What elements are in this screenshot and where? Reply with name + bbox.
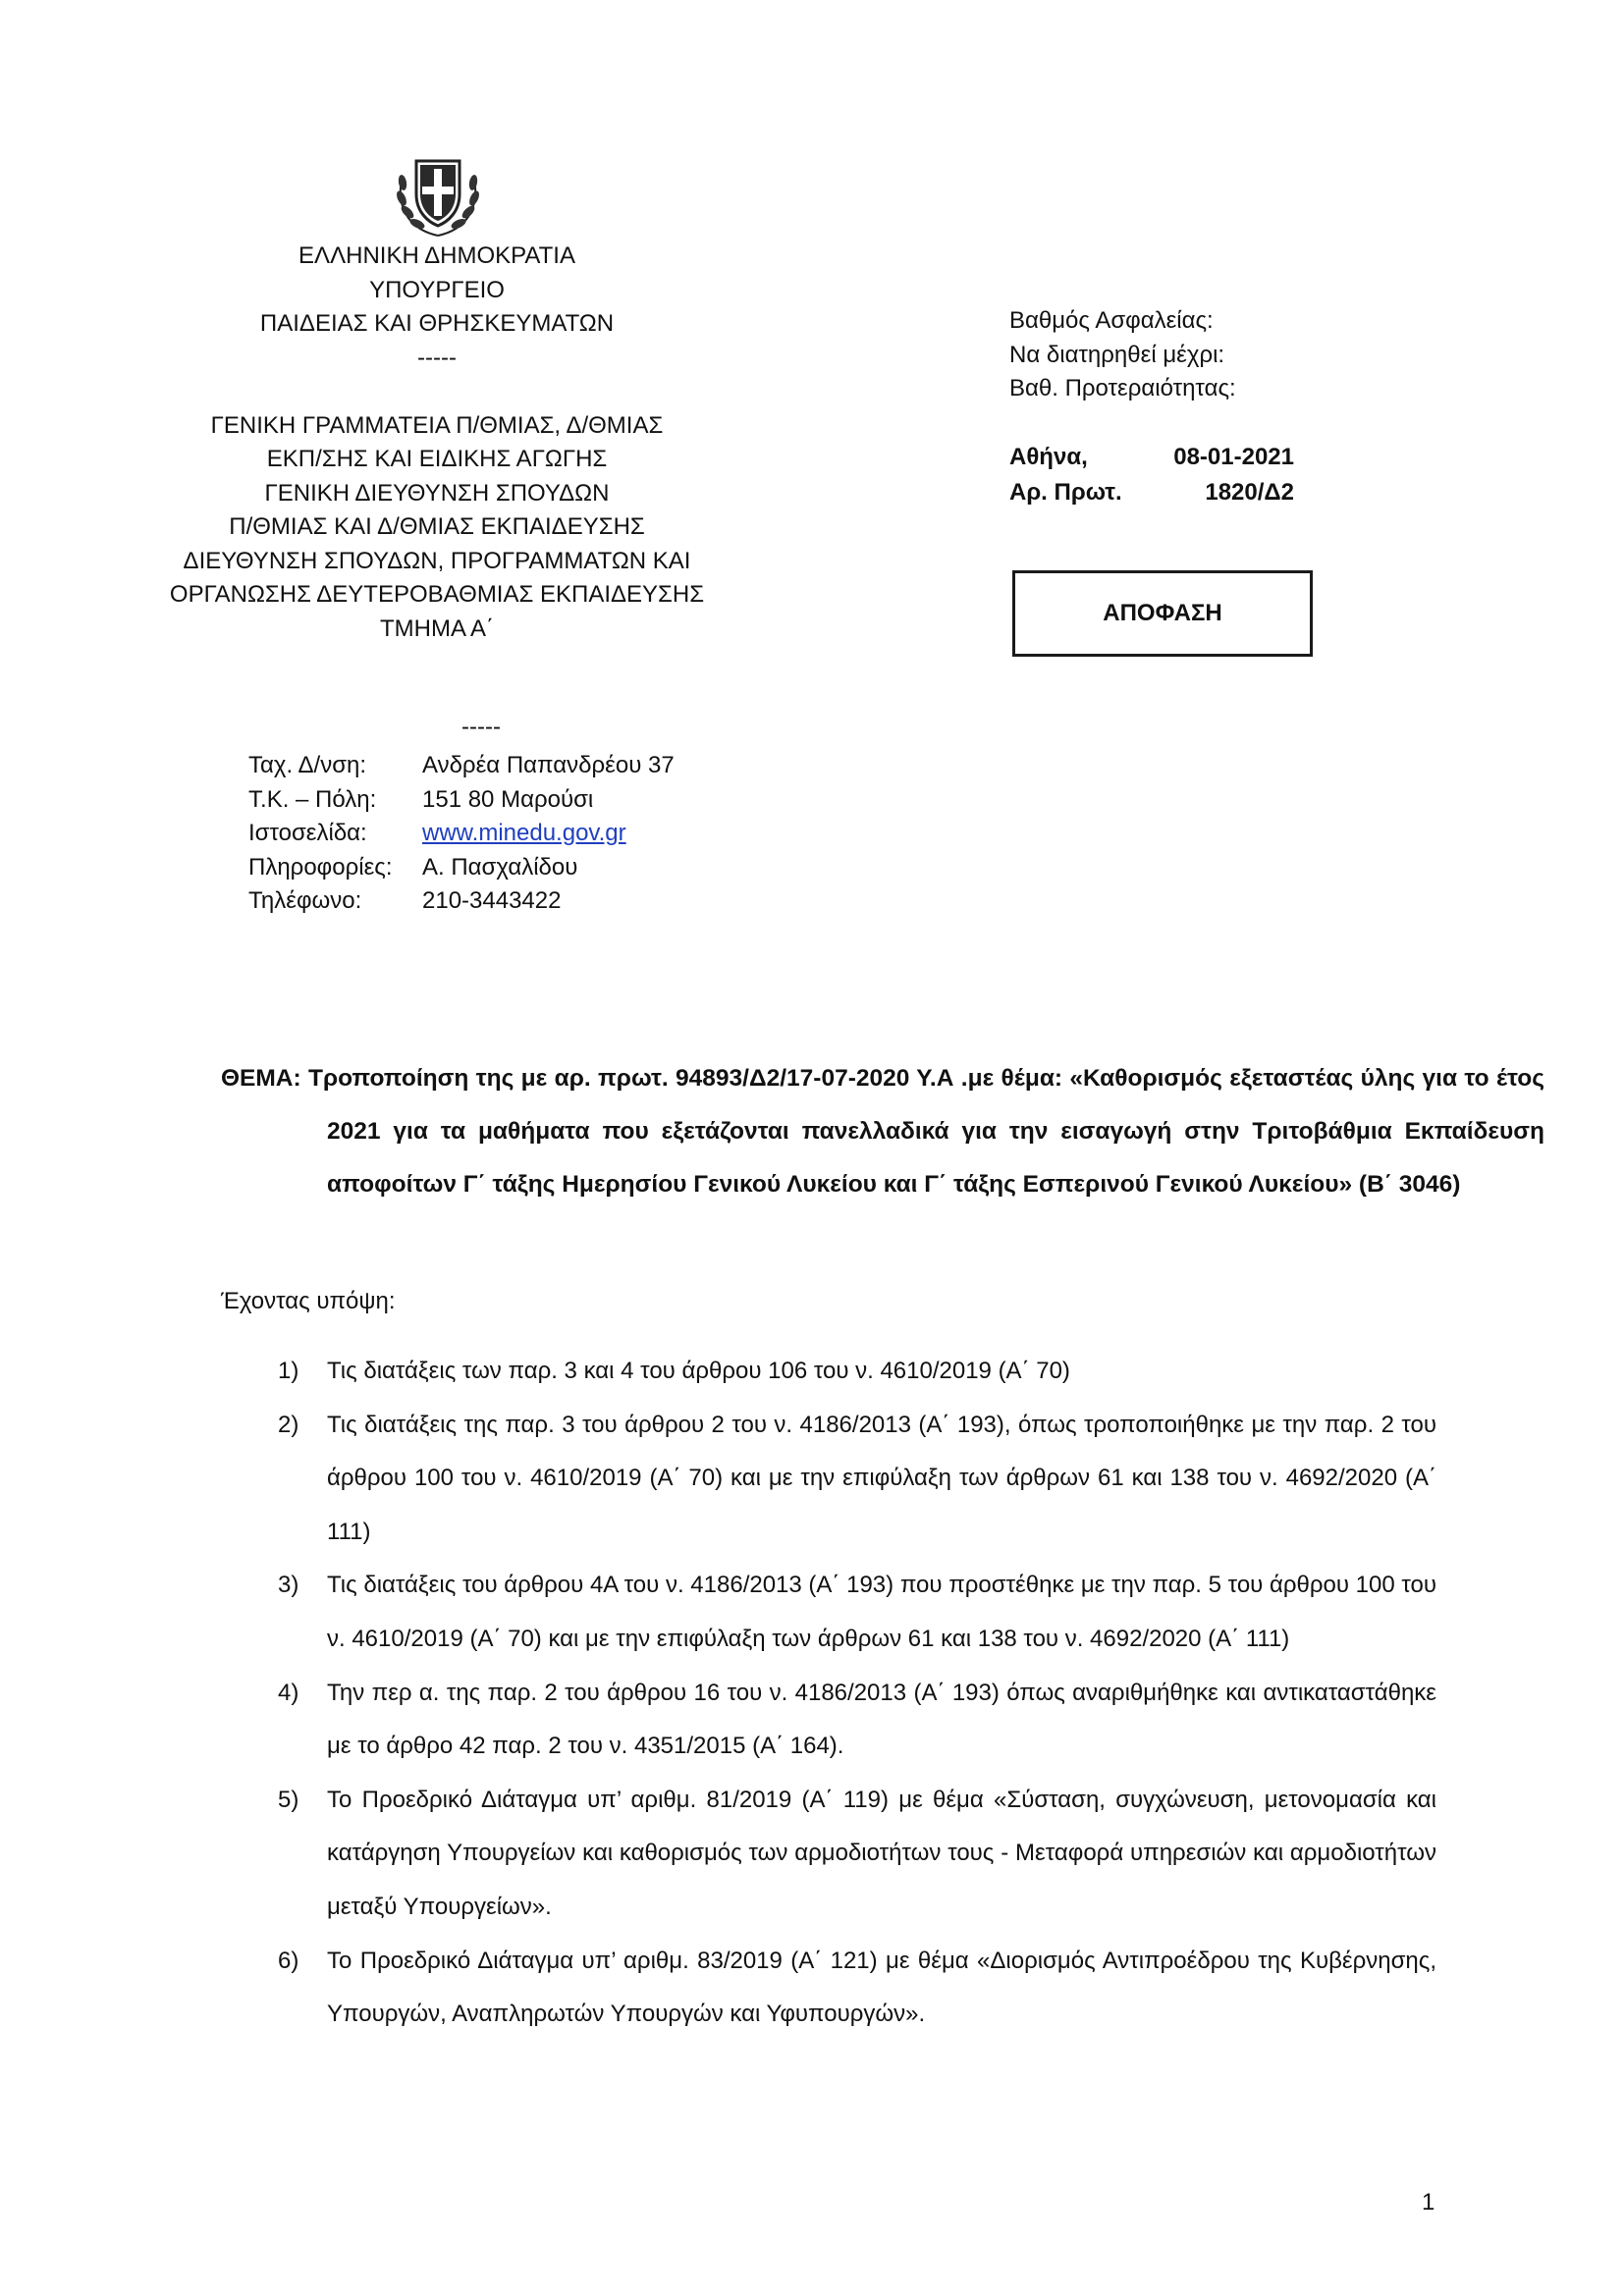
- considerations-list: [278, 1345, 1436, 2042]
- contact-value: 151 80 Μαρούσι: [422, 785, 594, 813]
- contact-row-website: [248, 817, 675, 851]
- list-item: [278, 1774, 1436, 1935]
- item-text: Το Προεδρικό Διάταγμα υπ’ αριθμ. 81/2019 (Α΄ 119) με θέμα «Σύσταση, συγχώνευση, μετονομασία και κατάργηση Υπουργείων και καθορισμός των αρμοδιοτήτων τους - Μεταφορά υπηρεσιών και αρμοδιοτήτων μεταξύ Υπουργείων».: [327, 1786, 1436, 1920]
- contact-label: Τηλέφωνο:: [248, 887, 362, 914]
- contact-row-postcode: [248, 783, 675, 818]
- republic-name: ΕΛΛΗΝΙΚΗ ΔΗΜΟΚΡΑΤΙΑ: [298, 242, 575, 269]
- item-text: Τις διατάξεις της παρ. 3 του άρθρου 2 του ν. 4186/2013 (Α΄ 193), όπως τροποποιήθηκε με την παρ. 2 του άρθρου 100 του ν. 4610/2019 (Α΄ 70) και με την επιφύλαξη των άρθρων 61 και 138 του ν. 4692/2020 (Α΄ 111): [327, 1411, 1436, 1545]
- item-number: 2): [278, 1411, 299, 1438]
- protocol-number: 1820/Δ2: [1205, 479, 1294, 506]
- unit-line: Π/ΘΜΙΑΣ ΚΑΙ Δ/ΘΜΙΑΣ ΕΚΠΑΙΔΕΥΣΗΣ: [229, 513, 645, 540]
- list-item: [278, 1559, 1436, 1666]
- header-separator: -----: [417, 344, 457, 371]
- item-text: Το Προεδρικό Διάταγμα υπ’ αριθμ. 83/2019 (Α΄ 121) με θέμα «Διορισμός Αντιπροέδρου της Κυβέρνησης, Υπουργών, Αναπληρωτών Υπουργών και Υφυπουργών».: [327, 1947, 1436, 2028]
- contact-label: Πληροφορίες:: [248, 853, 393, 881]
- item-text: Την περ α. της παρ. 2 του άρθρου 16 του ν. 4186/2013 (Α΄ 193) όπως αναριθμήθηκε και αντικαταστάθηκε με το άρθρο 42 παρ. 2 του ν. 4351/2015 (Α΄ 164).: [327, 1679, 1436, 1760]
- unit-line: ΕΚΠ/ΣΗΣ ΚΑΙ ΕΙΔΙΚΗΣ ΑΓΩΓΗΣ: [266, 446, 608, 472]
- contact-value: 210-3443422: [422, 887, 562, 914]
- having-in-view-heading: Έχοντας υπόψη:: [221, 1288, 396, 1314]
- list-item: [278, 1345, 1436, 1399]
- document-date: 08-01-2021: [1173, 444, 1294, 470]
- contact-label: Ταχ. Δ/νση:: [248, 752, 367, 778]
- item-number: 6): [278, 1947, 299, 1974]
- place-label: Αθήνα,: [1009, 444, 1088, 470]
- security-fields: [1009, 304, 1422, 406]
- contact-row-phone: [248, 884, 675, 919]
- ministry-line-2: ΠΑΙΔΕΙΑΣ ΚΑΙ ΘΡΗΣΚΕΥΜΑΤΩΝ: [259, 310, 615, 337]
- unit-line: ΤΜΗΜΑ Α΄: [379, 614, 494, 642]
- priority-label: Βαθ. Προτεραιότητας:: [1009, 375, 1236, 401]
- decision-label: ΑΠΟΦΑΣΗ: [1103, 600, 1222, 626]
- contact-label: Τ.Κ. – Πόλη:: [248, 785, 377, 813]
- contact-separator: -----: [461, 714, 501, 740]
- keep-until-label: Να διατηρηθεί μέχρι:: [1009, 341, 1225, 368]
- list-item: [278, 1667, 1436, 1774]
- coat-of-arms-icon: [391, 147, 485, 241]
- item-number: 1): [278, 1358, 299, 1384]
- item-text: Τις διατάξεις του άρθρου 4Α του ν. 4186/2013 (Α΄ 193) που προστέθηκε με την παρ. 5 του άρθρου 100 του ν. 4610/2019 (Α΄ 70) και με την επιφύλαξη των άρθρων 61 και 138 του ν. 4692/2020 (Α΄ 111): [327, 1572, 1436, 1652]
- subject-paragraph: ΘΕΜΑ: Τροποποίηση της με αρ. πρωτ. 94893/Δ2/17-07-2020 Υ.Α .με θέμα: «Καθορισμός εξεταστέας ύλης για το έτος 2021 για τα μαθήματα που εξετάζονται πανελλαδικά για την εισαγωγή στην Τριτοβάθμια Εκπαίδευση αποφοίτων Γ΄ τάξης Ημερησίου Γενικού Λυκείου και Γ΄ τάξης Εσπερινού Γενικού Λυκείου» (Β΄ 3046): [221, 1065, 1544, 1198]
- unit-line: ΔΙΕΥΘΥΝΣΗ ΣΠΟΥΔΩΝ, ΠΡΟΓΡΑΜΜΑΤΩΝ ΚΑΙ: [183, 547, 691, 574]
- item-number: 3): [278, 1572, 299, 1599]
- page-number: 1: [1422, 2189, 1435, 2216]
- list-item: [278, 1399, 1436, 1560]
- decision-box: [1012, 570, 1313, 657]
- unit-line: ΓΕΝΙΚΗ ΔΙΕΥΘΥΝΣΗ ΣΠΟΥΔΩΝ: [264, 479, 610, 507]
- date-protocol-block: [1009, 440, 1294, 510]
- protocol-label: Αρ. Πρωτ.: [1009, 479, 1122, 506]
- contact-row-info: [248, 851, 675, 885]
- unit-line: ΟΡΓΑΝΩΣΗΣ ΔΕΥΤΕΡΟΒΑΘΜΙΑΣ ΕΚΠΑΙΔΕΥΣΗΣ: [169, 581, 705, 608]
- contact-info: [248, 749, 675, 919]
- contact-label: Ιστοσελίδα:: [248, 820, 367, 846]
- unit-line: ΓΕΝΙΚΗ ΓΡΑΜΜΑΤΕΙΑ Π/ΘΜΙΑΣ, Δ/ΘΜΙΑΣ: [210, 411, 664, 439]
- item-number: 5): [278, 1786, 299, 1813]
- website-link[interactable]: www.minedu.gov.gr: [422, 820, 626, 846]
- security-level-label: Βαθμός Ασφαλείας:: [1009, 307, 1214, 334]
- contact-value: Ανδρέα Παπανδρέου 37: [422, 752, 675, 778]
- list-item: [278, 1935, 1436, 2042]
- contact-row-address: [248, 749, 675, 783]
- item-text: Τις διατάξεις των παρ. 3 και 4 του άρθρου 106 του ν. 4610/2019 (Α΄ 70): [327, 1358, 1070, 1384]
- item-number: 4): [278, 1679, 299, 1706]
- issuing-authority: [147, 240, 727, 646]
- ministry-line-1: ΥΠΟΥΡΓΕΙΟ: [369, 276, 505, 303]
- contact-value: Α. Πασχαλίδου: [422, 853, 578, 881]
